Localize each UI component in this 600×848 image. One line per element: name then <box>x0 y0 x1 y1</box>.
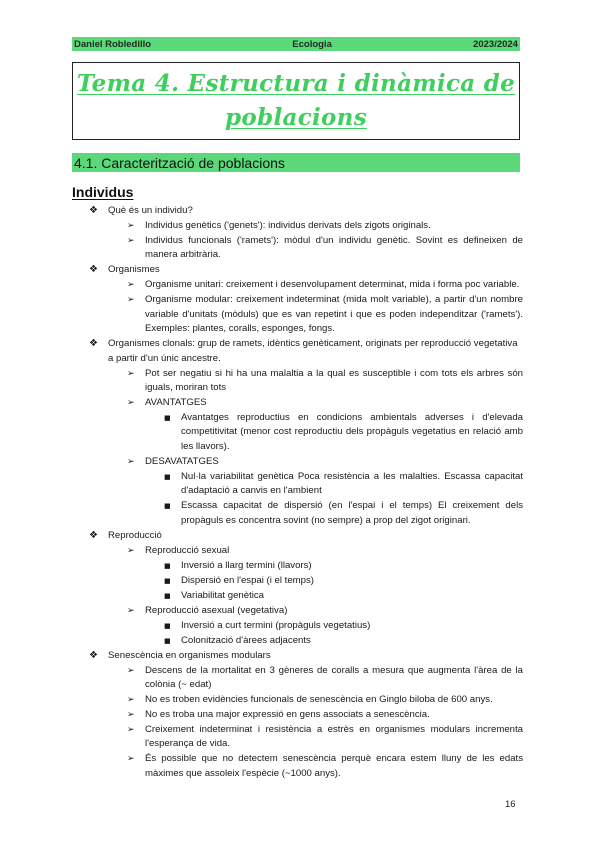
list-item <box>127 455 523 469</box>
bullet-icon: ➢ <box>127 710 135 721</box>
list-item-text: Organismes clonals: grup de ramets, idèntics genèticament, originats per reproducció vegetativa a partir d'un únic ancestre. <box>108 338 518 364</box>
list-item <box>164 589 523 603</box>
list-item-text: Reproducció asexual (vegetativa) <box>145 604 288 616</box>
list-item <box>127 664 523 693</box>
bullet-icon: ■ <box>164 472 171 481</box>
list-item <box>127 396 523 410</box>
bullet-icon: ➢ <box>127 368 135 379</box>
bullet-icon: ■ <box>164 621 171 630</box>
list-item <box>127 723 523 752</box>
page-title: Tema 4. Estructura i dinàmica de poblacions <box>76 70 516 131</box>
subsection-heading: Individus <box>72 184 134 200</box>
list-item-text: Senescència en organismes modulars <box>108 649 271 661</box>
list-item-text: Variabilitat genètica <box>181 589 265 601</box>
list-item-text: DESAVATATGES <box>145 455 219 467</box>
bullet-icon: ➢ <box>127 398 135 409</box>
list-item-text: AVANTATGES <box>145 397 207 409</box>
list-item-text: Organismes <box>108 264 160 276</box>
list-item-text: Què és un individu? <box>108 205 193 216</box>
title-box <box>72 62 520 140</box>
list-item <box>127 278 523 292</box>
list-item <box>127 752 523 781</box>
bullet-list <box>0 204 600 782</box>
bullet-icon: ➢ <box>127 280 135 291</box>
list-item <box>164 634 523 648</box>
bullet-icon: ➢ <box>127 665 135 676</box>
bullet-icon: ■ <box>164 502 171 511</box>
list-item-text: Individus genètics ('genets'): individus derivats dels zigots originals. <box>145 220 431 231</box>
list-item <box>127 367 523 396</box>
bullet-icon: ➢ <box>127 456 135 467</box>
list-item-text: Pot ser negatiu si hi ha una malaltia a la qual es susceptible i com tots els arbres són iguals, moriran tots <box>145 367 523 394</box>
bullet-icon: ➢ <box>127 605 135 616</box>
list-item <box>164 619 523 633</box>
list-item <box>164 470 523 499</box>
list-item <box>89 649 522 663</box>
bullet-icon: ■ <box>164 636 171 645</box>
bullet-icon: ➢ <box>127 695 135 706</box>
bullet-icon: ■ <box>164 414 171 423</box>
list-item-text: No es troben evidències funcionals de senescència en Ginglo biloba de 600 anys. <box>145 694 493 706</box>
list-item-text: Avantatges reproductius en condicions ambientals adverses i d'elevada competitivitat (menor cost reproductiu dels propàguls vegetatius en relació amb les llavors). <box>181 412 523 452</box>
list-item <box>127 219 523 233</box>
list-item-text: Reproducció sexual <box>145 544 230 556</box>
list-item <box>127 293 523 336</box>
header-subject: Ecologia <box>292 38 332 50</box>
bullet-icon: ➢ <box>127 221 135 231</box>
list-item <box>164 574 523 588</box>
list-item <box>127 604 523 618</box>
header-year: 2023/2024 <box>473 38 518 50</box>
list-item-text: Individus funcionals ('ramets'): mòdul d'un individu genètic. Sovint es defineixen de manera arbitrària. <box>145 235 523 261</box>
list-item <box>127 693 523 707</box>
bullet-icon: ❖ <box>89 649 98 661</box>
list-item-text: Inversió a llarg termini (llavors) <box>181 559 312 571</box>
list-item-text: Inversió a curt termini (propàguls vegetatius) <box>181 619 371 631</box>
list-item <box>89 337 522 366</box>
list-item <box>127 708 523 722</box>
list-item <box>164 499 523 528</box>
list-item-text: Colonització d'àrees adjacents <box>181 634 311 646</box>
list-item <box>127 234 523 263</box>
header-author: Daniel Robledillo <box>74 38 152 50</box>
list-item <box>127 544 523 558</box>
section-heading <box>72 153 520 172</box>
list-item-text: No es troba una major expressió en gens associats a senescència. <box>145 709 430 721</box>
bullet-icon: ❖ <box>89 264 98 276</box>
bullet-icon: ➢ <box>127 295 135 306</box>
list-item-text: Creixement indeterminat i resistència a estrès en organismes modulars incrementa l'esperança de vida. <box>145 724 523 750</box>
list-item <box>89 263 522 277</box>
list-item-text: Reproducció <box>108 529 162 541</box>
bullet-icon: ❖ <box>89 529 98 541</box>
list-item <box>164 411 523 454</box>
bullet-icon: ➢ <box>127 236 135 246</box>
bullet-icon: ■ <box>164 576 171 585</box>
list-item-text: Dispersió en l'espai (i el temps) <box>181 574 314 586</box>
list-item-text: Organisme unitari: creixement i desenvolupament determinat, mida i forma poc variable. <box>145 279 520 291</box>
section-heading-text: 4.1. Caracterització de poblacions <box>74 154 285 171</box>
list-item-text: És possible que no detectem senescència perquè encara estem lluny de les edats màximes que assoleix l'espècie (~1000 anys). <box>145 753 523 779</box>
bullet-icon: ➢ <box>127 545 135 556</box>
list-item-text: Escassa capacitat de dispersió (en l'espai i el temps) El creixement dels propàguls es concentra sovint (no sempre) a prop del zigot originari. <box>181 500 523 526</box>
list-item-text: Descens de la mortalitat en 3 gèneres de coralls a mesura que augmenta l'àrea de la colònia (~ edat) <box>145 664 523 691</box>
bullet-icon: ➢ <box>127 725 135 736</box>
bullet-icon: ■ <box>164 561 171 570</box>
page-header <box>72 37 520 51</box>
list-item <box>89 204 522 218</box>
list-item <box>89 529 522 543</box>
list-item <box>164 559 523 573</box>
list-item-text: Organisme modular: creixement indeterminat (mida molt variable), a partir d'un nombre variable d'unitats (mòduls) que es van repetint i que es poden independitzar ('ramets'). Exemples: plantes, coralls, esponges, fongs. <box>145 294 523 335</box>
page-number: 16 <box>505 799 516 810</box>
bullet-icon: ➢ <box>127 754 135 765</box>
bullet-icon: ❖ <box>89 205 98 216</box>
bullet-icon: ❖ <box>89 338 98 350</box>
list-item-text: Nul·la variabilitat genètica Poca resistència a les malalties. Escassa capacitat d'adaptació a canvis en l'ambient <box>181 470 523 497</box>
bullet-icon: ■ <box>164 591 171 600</box>
